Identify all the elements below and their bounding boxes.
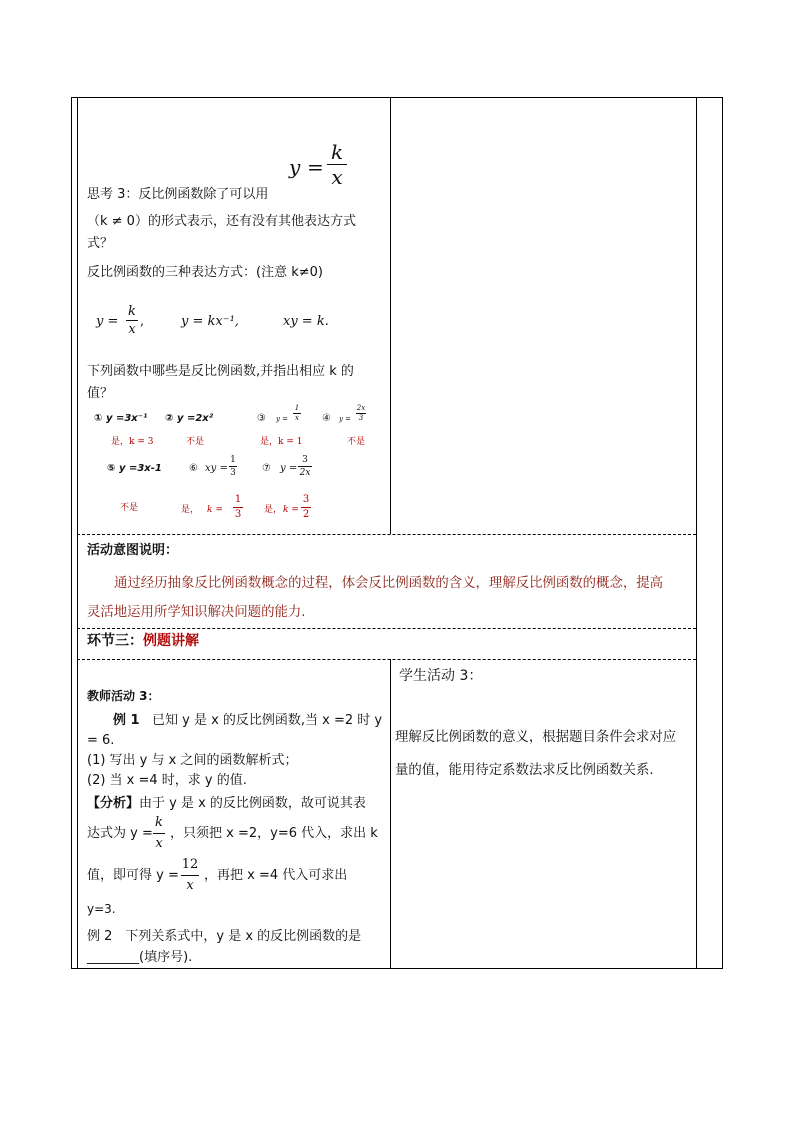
question-line2: 值？ (87, 386, 114, 401)
item-6-answer-fraction (233, 493, 243, 522)
three-forms-title: 反比例函数的三种表达方式：(注意 k≠0) (87, 265, 323, 280)
table-bottom-border (71, 968, 723, 969)
item-4-expr: y = (339, 415, 352, 423)
item-7-answer-fraction (301, 493, 311, 522)
item-5-answer: 不是 (120, 503, 139, 513)
item-6-expr: xy = (205, 463, 228, 474)
item-3-expr: y = (276, 415, 289, 423)
table-right-border (722, 97, 723, 968)
item-1-answer: 是，k = 3 (111, 437, 154, 447)
item-4-fraction (356, 404, 366, 423)
item-1-label: ① y =3x⁻¹ (94, 413, 148, 424)
item-2-answer: 不是 (186, 437, 205, 447)
example1-text: 已知 y 是 x 的反比例函数,当 x =2 时 y (152, 713, 383, 728)
formula-denominator: x (331, 165, 343, 189)
student-activity-title: 学生活动 3： (399, 668, 483, 684)
item-5-label: ⑤ y =3x-1 (107, 463, 162, 474)
example2-line1: 例 2 下列关系式中，y 是 x 的反比例函数的是 (87, 929, 362, 944)
example1-q2: (2) 当 x =4 时，求 y 的值. (87, 773, 247, 788)
teacher-activity-title: 教师活动 3： (87, 689, 160, 703)
item-7-answer-den: 2 (302, 509, 310, 520)
analysis-line4: y=3. (87, 902, 116, 916)
item-6-den: 3 (230, 468, 236, 478)
row-divider-intent-top (77, 534, 696, 535)
formula-numerator: k (330, 140, 344, 164)
section3-title: 例题讲解 (143, 633, 199, 649)
analysis-line2-pre: 达式为 y = (87, 826, 153, 841)
item-6-answer-k: k = (207, 505, 223, 515)
item-4-answer: 不是 (347, 437, 366, 447)
item-6-answer-den: 3 (234, 509, 242, 520)
item-4-label: ④ (322, 413, 331, 424)
item-7-label: ⑦ (262, 463, 271, 474)
analysis-frac2-num: 12 (181, 857, 199, 872)
item-3-num: 1 (294, 404, 300, 412)
analysis-line3-pre: 值，即可得 y = (87, 868, 179, 883)
example1-q1: (1) 写出 y 与 x 之间的函数解析式； (87, 753, 298, 768)
analysis-frac-num: k (155, 815, 163, 830)
formula-y: y (289, 155, 301, 179)
intent-title: 活动意图说明： (87, 543, 179, 558)
item-7-answer-num: 3 (302, 494, 310, 505)
table-inner-right-border (696, 97, 697, 968)
student-line1: 理解反比例函数的意义，根据题目条件会求对应 (395, 730, 677, 745)
analysis-text-1: 由于 y 是 x 的反比例函数，故可说其表 (139, 796, 366, 811)
form3: xy = k. (283, 314, 329, 329)
analysis-line1 (87, 796, 366, 812)
item-7-num: 3 (302, 455, 308, 465)
think3-line2: （k ≠ 0）的形式表示，还有没有其他表达方式 (87, 214, 356, 229)
analysis-label: 【分析】 (87, 796, 140, 811)
form1-numerator: k (128, 304, 136, 319)
analysis-fraction-12-over-x (181, 855, 199, 896)
item-3-den: x (295, 414, 299, 422)
item-6-num: 1 (230, 455, 236, 465)
analysis-frac-den: x (155, 836, 163, 851)
example1-cont: = 6. (87, 733, 115, 748)
item-7-expr: y = (280, 463, 298, 474)
formula-y-equals-k-over-x (289, 140, 359, 196)
item-6-fraction (229, 454, 237, 479)
row-divider-section3 (77, 659, 696, 660)
student-line2: 量的值，能用待定系数法求反比例函数关系. (395, 763, 654, 778)
intent-line2: 灵活地运用所学知识解决问题的能力. (87, 605, 306, 620)
intent-line1: 通过经历抽象反比例函数概念的过程，体会反比例函数的含义，理解反比例函数的概念，提高 (114, 576, 664, 591)
item-7-fraction (298, 454, 312, 479)
formula-fraction (327, 140, 347, 189)
item-3-fraction (293, 404, 301, 423)
item-6-answer-pre: 是， (181, 505, 200, 515)
form1-lhs: y = (96, 314, 119, 329)
item-6-answer-num: 1 (234, 494, 242, 505)
analysis-fraction-k-over-x (153, 813, 165, 854)
section3-prefix: 环节三： (87, 633, 143, 649)
item-7-answer-pre: 是， (264, 505, 283, 515)
item-4-num: 2x (356, 404, 366, 412)
item-7-den: 2x (299, 468, 311, 478)
form1-denominator: x (128, 322, 136, 337)
question-line1: 下列函数中哪些是反比例函数,并指出相应 k 的 (87, 364, 354, 379)
section3-heading (87, 633, 199, 649)
column-divider-top (390, 97, 391, 534)
item-4-den: 3 (358, 414, 364, 422)
form2: y = kx⁻¹, (181, 314, 239, 329)
table-inner-left-border (77, 97, 78, 968)
example1-label: 例 1 (113, 713, 140, 728)
item-6-label: ⑥ (189, 463, 198, 474)
row-divider-intent-bottom (77, 628, 696, 629)
item-3-answer: 是，k = 1 (260, 437, 303, 447)
form1-fraction (126, 303, 138, 338)
example2-line2: ________(填序号). (87, 950, 193, 965)
item-2-label: ② y =2x² (165, 413, 214, 424)
item-3-label: ③ (257, 413, 266, 424)
analysis-line3-post: ，再把 x =4 代入可求出 (204, 868, 348, 883)
form1-tail: , (140, 314, 145, 329)
table-left-border (71, 97, 72, 968)
think3-line1: 思考 3：反比例函数除了可以用 (87, 187, 269, 202)
analysis-frac2-den: x (186, 878, 194, 893)
item-7-answer-k: k = (283, 505, 299, 515)
analysis-line2-post: ，只须把 x =2，y=6 代入，求出 k (170, 826, 378, 841)
think3-line3: 式？ (87, 236, 114, 251)
formula-eq: = (307, 155, 324, 179)
table-top-border (71, 97, 723, 98)
column-divider-bottom (390, 659, 391, 968)
